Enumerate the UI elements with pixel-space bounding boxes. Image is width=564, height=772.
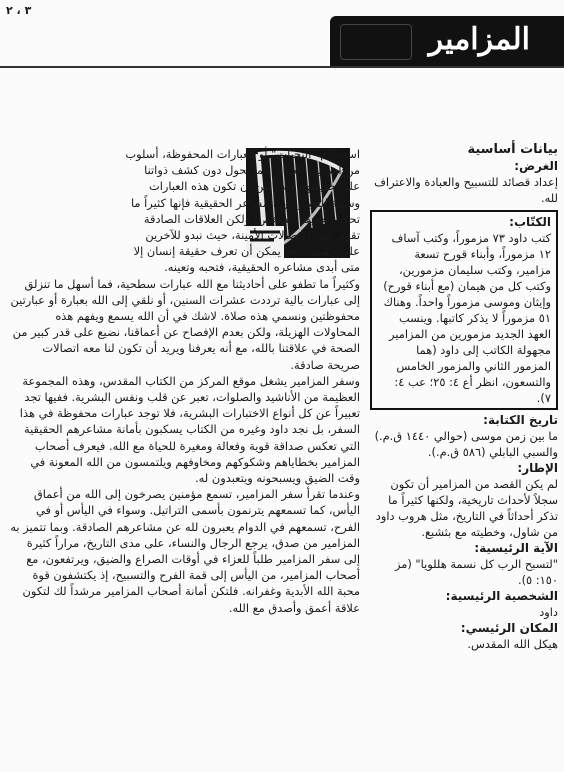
- key-verse-heading: الآية الرئيسية:: [474, 541, 558, 555]
- key-place-heading: المكان الرئيسي:: [460, 621, 558, 635]
- setting-heading: الإطار:: [517, 461, 558, 475]
- sidebar-title: بيانات أساسية: [467, 142, 558, 157]
- key-person-heading: الشخصية الرئيسية:: [445, 589, 558, 603]
- date-text: ما بين زمن موسى (حوالي ١٤٤٠ ق.م.) والسبي البابلي (٥٨٦ ق.م.).: [374, 429, 558, 459]
- article-paragraph-1: استخدام "التحيات" أو العبارات المحفوظة، أسلوب من أساليب الحياة، مما يحول دون كشف ذواتنا على حقيقتها، فبدلاً من أن تكون هذه العبارات وسيلة للتعبير عن المشاعر الحقيقية فإنها كثيراً ما تحجب حقيقة الشخص. ولكن العلاقات الصادقة تقوم على الاتصالات الأمينة، حيث نبدو للآخرين على حقيقتنا. فلا يمكن أن تعرف حقيقة إنسان إلا متى أبدى مشاعره الحقيقية، فتحبه وتعينه.: [125, 147, 360, 275]
- date-heading: تاريخ الكتابة:: [483, 413, 558, 427]
- key-verse-text: "لتسبح الرب كل نسمة هللويا" (مز ١٥٠: ٥).: [394, 557, 558, 587]
- writers-box: [370, 210, 558, 410]
- article-paragraph-3: وسفر المزامير يشغل موقع المركز من الكتاب المقدس، وهذه المجموعة العظيمة من الأناشيد والصلوات، تعبر عن قلب ونفس البشرية. ففيها تجد تعبيراً عن كل أنواع الاختبارات البشرية، فلا توجد عبارات محفوظة في هذا السفر، بل نجد داود وغيره من الكتاب يسكبون بأمانة مشاعرهم الحقيقية التي تعكس صداقة قوية وفعالة ومغيرة للحياة مع الله. فيعرف أصحاب المزامير بخطاياهم وشكوكهم ومخاوفهم ويلتمسون من الله المعونة في وقت الضيق ويسبحونه ويتعبدون له.: [19, 373, 360, 486]
- section-banner: [330, 16, 564, 66]
- facts-sidebar: [370, 142, 558, 652]
- purpose-text: إعداد قصائد للتسبيح والعبادة والاعتراف لله.: [374, 175, 558, 205]
- article-paragraph-4: وعندما تقرأ سفر المزامير، تسمع مؤمنين يصرخون إلى الله من أعماق اليأس، كما تسمعهم يترنمون بأسمى التراتيل. وسواء في اليأس أو في الفرح، تسمعهم في الدوام يعبرون لله عن مشاعرهم الصادقة. وبما تتميز به المزامير من صدق، يرجع الرجال والنساء، على مدى التاريخ، مراراً كثيرة إلى سفر المزامير طلباً للعزاء في أوقات الصراع والضيق، ويرتفعون، مع أصحاب المزامير، من اليأس إلى قمة الفرح والتسبيح، إذ يكتشفون قوة محبة الله الأبدية وغفرانه. فلتكن أمانة أصحاب المزامير مرشداً لك لتكون علاقة أعمق وأصدق مع الله.: [10, 487, 360, 615]
- main-article: [10, 146, 360, 616]
- key-place-text: هيكل الله المقدس.: [467, 637, 558, 651]
- writers-heading: الكتّاب:: [509, 215, 551, 229]
- article-paragraph-2: وكثيراً ما تطفو على أحاديثنا مع الله عبارات سطحية، فما أسهل ما تنزلق إلى عبارات بالية ترددت عشرات السنين، أو نلقي إلى الله بعبارة أو عبارتين محفوظتين ونسمي هذه صلاة. لاشك في أن الله يسمع ويفهم هذه المحاولات الهزيلة، ولكن بعدم الإفصاح عن أعماقنا، نضيع على قدر كبير من الصحة في علاقتنا بالله، مع أنه يعرفنا ويريد أن تكون لنا معه اتصالات صريحة صادقة.: [10, 276, 360, 372]
- key-person-text: داود: [539, 605, 558, 619]
- setting-text: لم يكن القصد من المزامير أن تكون سجلاً لأحداث تاريخية، ولكنها كثيراً ما تذكر أحداثاً في التاريخ، مثل هروب داود من شاول، وخطيته مع بثشبع.: [375, 477, 558, 539]
- header-rule: [0, 66, 564, 68]
- ornament-icon: [340, 24, 412, 60]
- section-title: المزامير: [428, 22, 530, 57]
- page-corner-number: ٣ ، ٢: [6, 4, 32, 17]
- writers-text: كتب داود ٧٣ مزموراً، وكتب آساف ١٢ مزموراً، وأبناء قورح تسعة مزامير، وكتب سليمان مزمورين، وكتب كل من هيمان (مع أبناء قورح) وإيثان وموسى مزموراً واحداً. وهناك ٥١ مزموراً لا يذكر كاتبها. وينسب العهد الجديد مزمورين من المزامير مجهولة الكاتب إلى داود (هما المزمور الثاني والمزمور الخامس والتسعون، انظر أع ٤: ٢٥؛ عب ٤: ٧).: [383, 231, 551, 405]
- purpose-heading: الغرض:: [514, 159, 558, 173]
